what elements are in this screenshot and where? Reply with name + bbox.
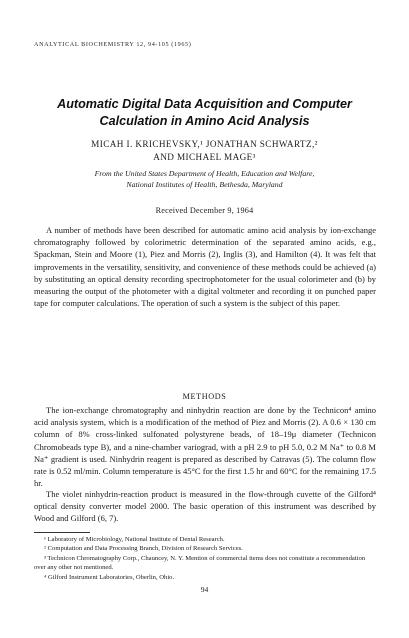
affiliation-line-1: From the United States Department of Health, Education and Welfare, (94, 169, 315, 178)
title-line-1: Automatic Digital Data Acquisition and Computer (57, 97, 352, 111)
author-list (30, 138, 379, 163)
footnote-1: ¹ Laboratory of Microbiology, National Institute of Dental Research. (44, 536, 225, 543)
page-number: 94 (200, 585, 209, 594)
footnote-2: ² Computation and Data Processing Branch, Division of Research Services. (44, 545, 243, 553)
footnote-4: ⁴ Gilford Instrument Laboratories, Oberlin, Ohio. (44, 573, 175, 581)
affiliation-line-2: National Institutes of Health, Bethesda, Maryland (126, 180, 283, 189)
title-line-2: Calculation in Amino Acid Analysis (99, 114, 310, 128)
methods-paragraph: The ion-exchange chromatography and ninhydrin reaction are done by the Technicon⁴ amino acid analysis system, which is a modification of the method of Piez and Morris (2). A 0.6 × 130 cm column of 8% cross-linked sulfonated polystyrene beads, of 18–19μ diameter (Technicon Chromobeads type B), and a nine-chamber variograd, with a pH 2.9 to pH 5.0, 0.2 M Na⁺ to 0.8 M Na⁺ gradient is used. Ninhydrin reagent is prepared as described by Catravas (5). The column flow rate is 0.52 ml/min. Column temperature is 45°C for the first 1.5 hr and 60°C for the remaining 17.5 hr. (34, 405, 376, 489)
affiliation (30, 168, 379, 190)
running-head: ANALYTICAL BIOCHEMISTRY 12, 94-105 (1965) (34, 41, 192, 48)
article-title (30, 96, 379, 130)
intro-paragraph: A number of methods have been described for automatic amino acid analysis by ion-exchange chromatography followed by colorimetric determination of the separated amino acids, e.g., Spackman, Stein and Moore (1), Piez and Morris (2), Inglis (3), and Hamilton (4). It was felt that improvements in the versatility, sensitivity, and convenience of these methods could be achieved (a) by substituting an optical density recording spectrophotometer for the usual colorimeter and (b) by measuring the output of the photometer with a digital voltmeter and recording it on punched paper tape for computer calculations. The operation of such a system is the subject of this paper. (34, 225, 376, 309)
flowthrough-paragraph: The violet ninhydrin-reaction product is measured in the flow-through cuvette of the Gilford⁴ optical density converter model 2000. The basic operation of this instrument was described by Wood and Gilford (6, 7). (34, 489, 376, 524)
footnotes (34, 535, 376, 582)
authors-line-2: AND MICHAEL MAGE³ (153, 151, 256, 162)
footnote-rule (34, 532, 90, 533)
footnote-3: ³ Technicon Chromatography Corp., Chauncey, N. Y. Mention of commercial items does not constitute a recommendation over any other not mentioned. (34, 554, 366, 572)
methods-heading: METHODS (182, 392, 227, 401)
received-date: Received December 9, 1964 (155, 206, 254, 215)
authors-line-1: MICAH I. KRICHEVSKY,¹ JONATHAN SCHWARTZ,² (91, 139, 318, 149)
